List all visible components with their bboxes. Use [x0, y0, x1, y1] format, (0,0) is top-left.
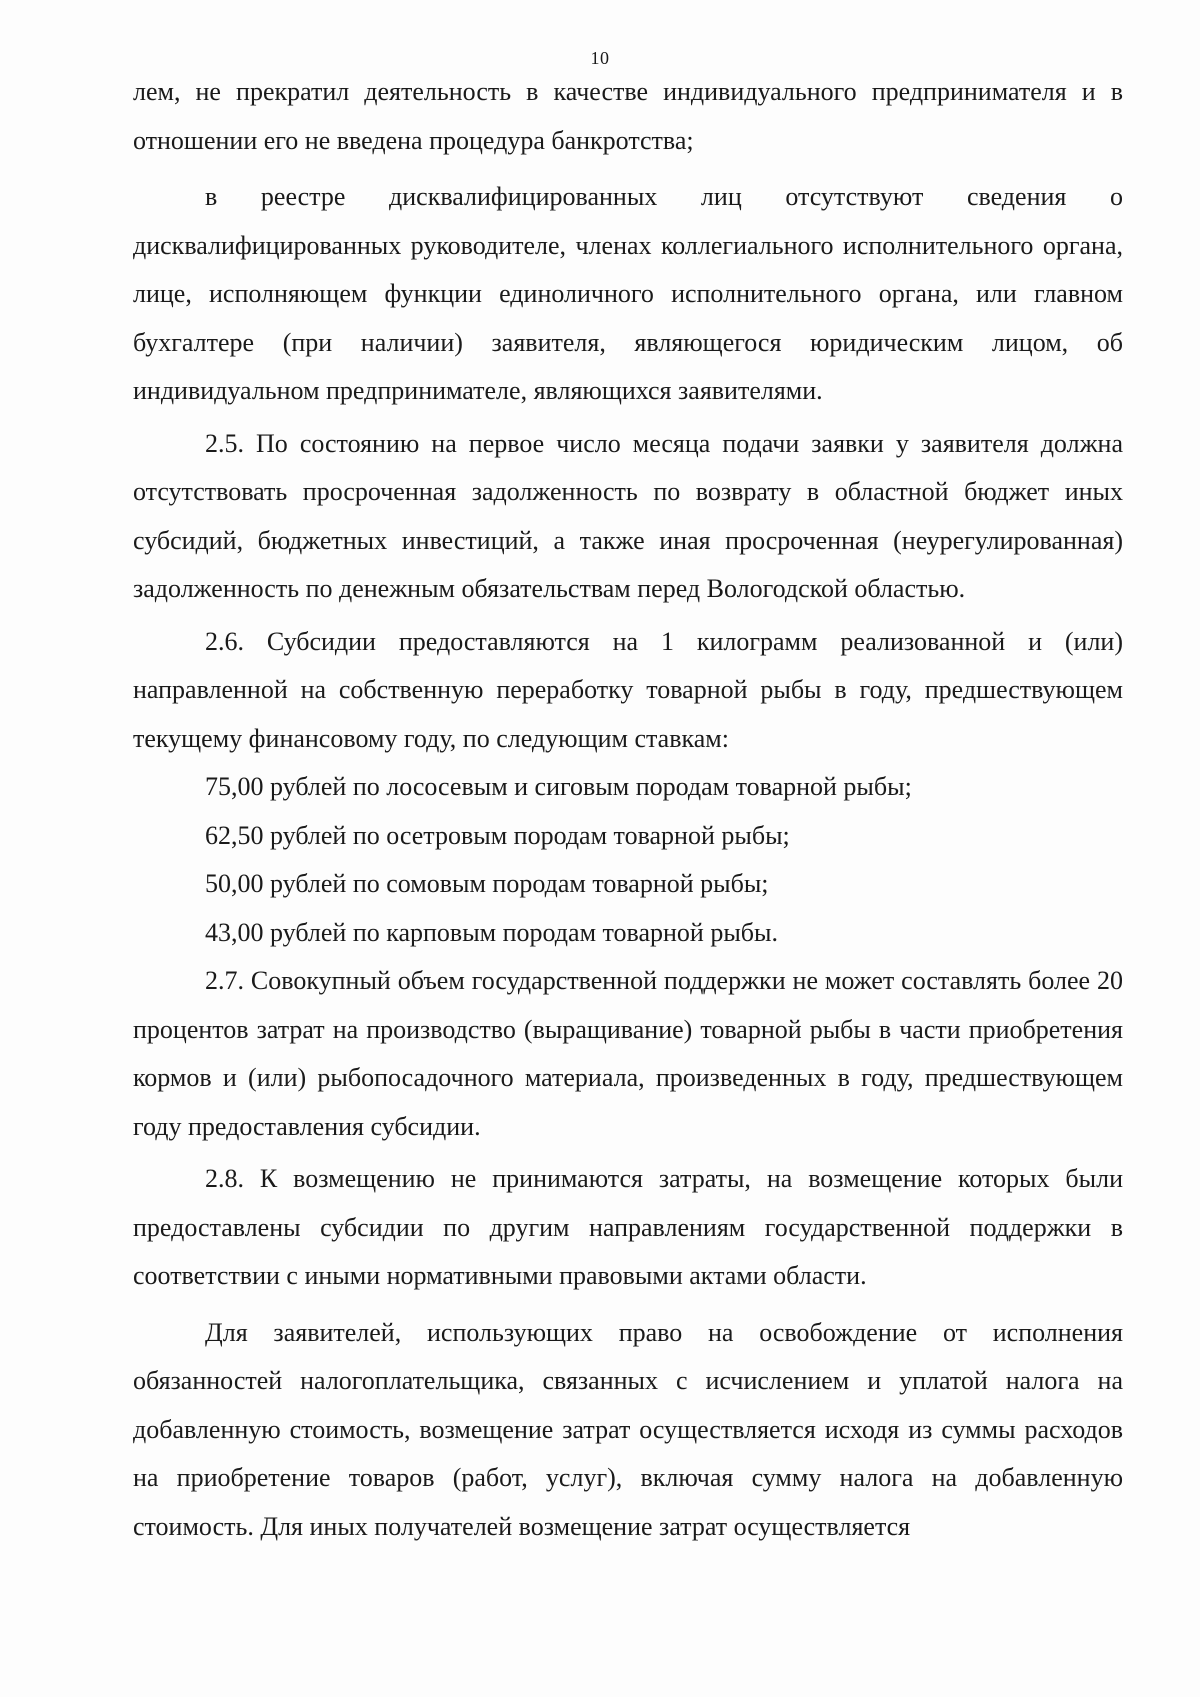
rate-item-salmon: 75,00 рублей по лососевым и сиговым породам товарной рыбы;: [205, 772, 912, 801]
paragraph-2-8: 2.8. К возмещению не принимаются затраты, на возмещение которых были предоставлены субсидии по другим направлениям государственной поддержки в соответствии с иными нормативными правовыми актами области.: [133, 1164, 1123, 1290]
paragraph-vat-exemption: Для заявителей, использующих право на освобождение от исполнения обязанностей налогоплательщика, связанных с исчислением и уплатой налога на добавленную стоимость, возмещение затрат осуществляется исходя из суммы расходов на приобретение товаров (работ, услуг), включая сумму налога на добавленную стоимость. Для иных получателей возмещение затрат осуществляется: [133, 1317, 1123, 1541]
paragraph-2-7: 2.7. Совокупный объем государственной поддержки не может составлять более 20 процентов затрат на производство (выращивание) товарной рыбы в части приобретения кормов и (или) рыбопосадочного материала, произведенных в году, предшествующем году предоставления субсидии.: [133, 966, 1123, 1141]
rate-item-sturgeon: 62,50 рублей по осетровым породам товарной рыбы;: [205, 820, 790, 850]
rate-item-carp: 43,00 рублей по карповым породам товарной рыбы.: [205, 917, 779, 947]
paragraph-2-6: 2.6. Субсидии предоставляются на 1 килограмм реализованной и (или) направленной на собственную переработку товарной рыбы в году, предшествующем текущему финансовому году, по следующим ставкам:: [133, 626, 1123, 753]
paragraph-disqualified-registry: в реестре дисквалифицированных лиц отсутствуют сведения о дисквалифицированных руководителе, членах коллегиального исполнительного органа, лице, исполняющем функции единоличного исполнительного органа, или главном бухгалтере (при наличии) заявителя, являющегося юридическим лицом, об индивидуальном предпринимателе, являющихся заявителями.: [133, 182, 1123, 405]
paragraph-continuation: лем, не прекратил деятельность в качестве индивидуального предпринимателя и в отношении его не введена процедура банкротства;: [133, 77, 1123, 155]
page-number: 10: [590, 48, 610, 68]
paragraph-2-5: 2.5. По состоянию на первое число месяца подачи заявки у заявителя должна отсутствовать просроченная задолженность по возврату в областной бюджет иных субсидий, бюджетных инвестиций, а также иная просроченная (неурегулированная) задолженность по денежным обязательствам перед Вологодской областью.: [133, 428, 1123, 603]
rates-list: [133, 763, 1123, 957]
rate-item-catfish: 50,00 рублей по сомовым породам товарной рыбы;: [205, 869, 769, 898]
document-body: [133, 68, 1123, 1551]
